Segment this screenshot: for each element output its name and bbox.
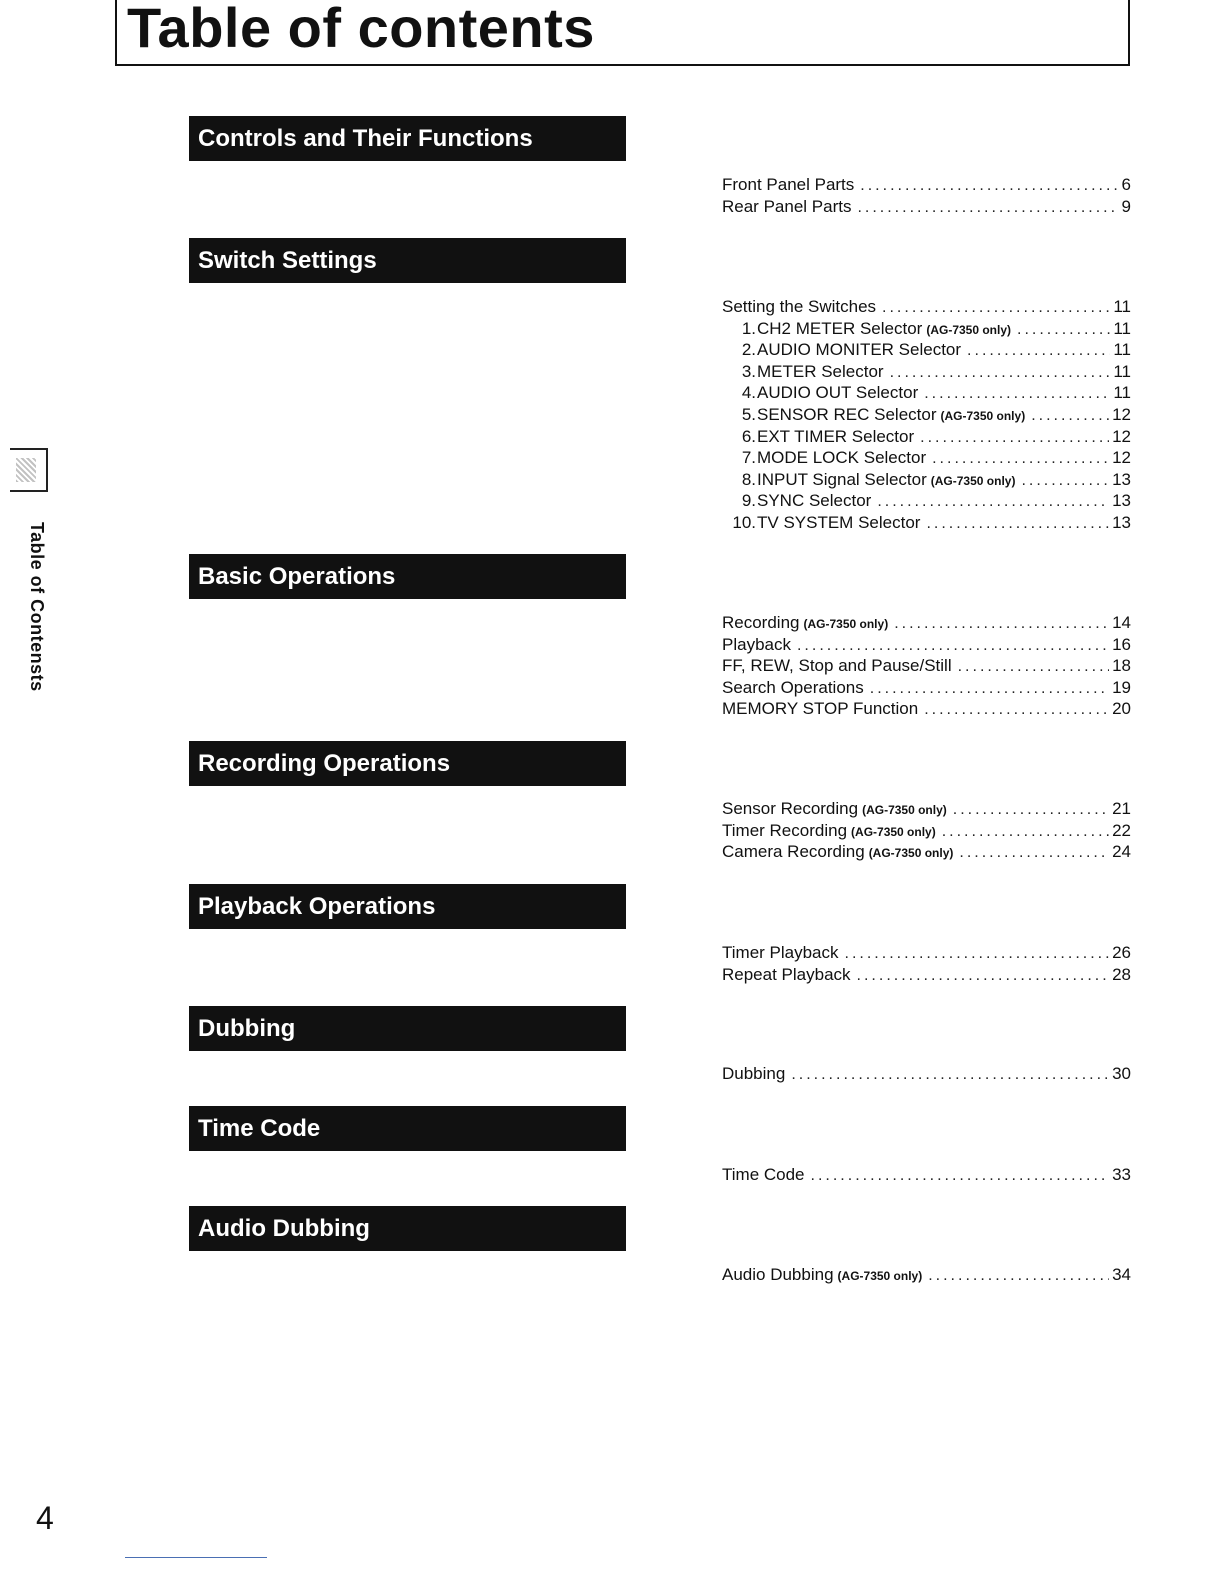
toc-entry[interactable]: [722, 447, 1131, 469]
dot-leader: [894, 613, 1109, 635]
entry-page-number: 34: [1112, 1265, 1131, 1284]
entry-title: INPUT Signal Selector: [757, 469, 927, 489]
footer-rule: [125, 1557, 267, 1558]
page-title: Table of contents: [127, 0, 595, 59]
dot-leader: [857, 965, 1110, 987]
dot-leader: [791, 1064, 1109, 1086]
toc-entry[interactable]: [722, 339, 1131, 361]
entry-title: FF, REW, Stop and Pause/Still: [722, 656, 952, 676]
toc-entry[interactable]: [722, 634, 1131, 656]
entry-title: Setting the Switches: [722, 297, 877, 316]
toc-entry[interactable]: [722, 655, 1131, 677]
entry-number: 3.: [741, 361, 756, 381]
toc-entry[interactable]: [722, 296, 1131, 318]
dot-leader: [920, 427, 1109, 449]
entry-page-number: 6: [1121, 175, 1131, 194]
entry-model-note: (AG-7350 only): [940, 408, 1026, 423]
entry-title: SENSOR REC Selector: [757, 404, 937, 424]
dot-leader: [877, 491, 1109, 513]
dot-leader: [959, 842, 1109, 864]
entry-title: Repeat Playback: [722, 964, 851, 984]
toc-entry[interactable]: [722, 426, 1131, 448]
entry-page-number: 16: [1112, 634, 1131, 654]
dot-leader: [924, 383, 1110, 405]
entry-page-number: 20: [1112, 699, 1131, 719]
entry-page-number: 11: [1113, 340, 1131, 360]
toc-entry[interactable]: [722, 841, 1131, 863]
entry-title: MEMORY STOP Function: [722, 699, 919, 719]
entry-title: EXT TIMER Selector: [757, 426, 915, 446]
dot-leader: [928, 1265, 1109, 1287]
section-entry-list: [722, 296, 1131, 534]
entry-model-note: (AG-7350 only): [930, 473, 1016, 488]
section-heading: Time Code: [189, 1106, 626, 1151]
entry-title: Dubbing: [722, 1064, 786, 1083]
toc-entry[interactable]: [722, 964, 1131, 986]
toc-entry[interactable]: [722, 1264, 1131, 1286]
entry-title: MODE LOCK Selector: [757, 448, 927, 468]
entry-page-number: 30: [1112, 1064, 1131, 1083]
side-tab-pattern: [16, 458, 36, 482]
entry-page-number: 21: [1112, 799, 1131, 818]
toc-entry[interactable]: [722, 942, 1131, 964]
entry-title: METER Selector: [757, 361, 884, 381]
dot-leader: [882, 297, 1110, 319]
page-number: 4: [36, 1500, 54, 1536]
section-entry-list: [722, 612, 1131, 720]
section-entry-list: [722, 1164, 1131, 1186]
entry-page-number: 13: [1112, 491, 1131, 511]
toc-entry[interactable]: [722, 196, 1131, 218]
entry-title: AUDIO MONITER Selector: [757, 340, 962, 360]
entry-title: Timer Playback: [722, 943, 839, 962]
entry-page-number: 22: [1112, 820, 1131, 840]
entry-page-number: 12: [1112, 448, 1131, 468]
entry-title: Camera Recording: [722, 842, 865, 862]
dot-leader: [958, 656, 1109, 678]
entry-title: Rear Panel Parts: [722, 196, 852, 216]
entry-page-number: 14: [1112, 613, 1131, 632]
entry-model-note: (AG-7350 only): [803, 617, 889, 631]
entry-page-number: 9: [1121, 196, 1131, 216]
dot-leader: [932, 448, 1109, 470]
toc-entry[interactable]: [722, 1164, 1131, 1186]
entry-page-number: 11: [1113, 361, 1131, 381]
toc-entry[interactable]: [722, 698, 1131, 720]
entry-number: 8.: [741, 469, 756, 489]
toc-entry[interactable]: [722, 174, 1131, 196]
dot-leader: [870, 678, 1109, 700]
entry-page-number: 11: [1113, 318, 1131, 338]
dot-leader: [860, 175, 1118, 197]
toc-entry[interactable]: [722, 798, 1131, 820]
entry-model-note: (AG-7350 only): [837, 1269, 923, 1283]
entry-title: SYNC Selector: [757, 491, 872, 511]
entry-title: Front Panel Parts: [722, 175, 855, 194]
entry-title: Recording: [722, 613, 800, 632]
section-heading: Switch Settings: [189, 238, 626, 283]
entry-model-note: (AG-7350 only): [868, 846, 954, 861]
entry-title: TV SYSTEM Selector: [757, 512, 921, 532]
side-section-label: Table of Contensts: [27, 522, 47, 692]
section-entry-list: [722, 1264, 1131, 1286]
section-heading: Recording Operations: [189, 741, 626, 786]
entry-model-note: (AG-7350 only): [862, 803, 947, 817]
dot-leader: [857, 197, 1118, 219]
entry-title: Search Operations: [722, 677, 864, 697]
entry-number: 4.: [741, 383, 756, 403]
toc-entry[interactable]: [722, 469, 1131, 491]
entry-number: 6.: [741, 426, 756, 446]
dot-leader: [926, 513, 1109, 535]
entry-page-number: 13: [1112, 469, 1131, 489]
entry-page-number: 24: [1112, 842, 1131, 862]
page-title-box: [115, 0, 1130, 66]
entry-title: Playback: [722, 634, 791, 654]
toc-entry[interactable]: [722, 382, 1131, 404]
entry-number: 5.: [741, 404, 756, 424]
entry-page-number: 12: [1112, 426, 1131, 446]
entry-title: Time Code: [722, 1165, 805, 1184]
entry-page-number: 12: [1112, 404, 1131, 424]
dot-leader: [953, 799, 1109, 821]
dot-leader: [967, 340, 1110, 362]
section-entry-list: [722, 1063, 1131, 1085]
entry-title: CH2 METER Selector: [757, 318, 923, 338]
entry-number: 9.: [741, 491, 756, 511]
entry-page-number: 19: [1112, 677, 1131, 697]
section-entry-list: [722, 798, 1131, 863]
dot-leader: [1031, 405, 1109, 427]
section-heading: Audio Dubbing: [189, 1206, 626, 1251]
dot-leader: [1021, 470, 1109, 492]
section-heading: Playback Operations: [189, 884, 626, 929]
toc-entry[interactable]: [722, 404, 1131, 426]
entry-page-number: 18: [1112, 656, 1131, 676]
toc-entry[interactable]: [722, 490, 1131, 512]
dot-leader: [811, 1165, 1110, 1187]
entry-number: 7.: [741, 448, 756, 468]
toc-entry[interactable]: [722, 820, 1131, 842]
entry-model-note: (AG-7350 only): [926, 322, 1012, 337]
entry-number: 2.: [741, 340, 756, 360]
entry-model-note: (AG-7350 only): [851, 824, 936, 839]
dot-leader: [1017, 319, 1110, 341]
toc-entry[interactable]: [722, 318, 1131, 340]
entry-title: Sensor Recording: [722, 799, 859, 818]
toc-entry[interactable]: [722, 1063, 1131, 1085]
section-entry-list: [722, 942, 1131, 985]
dot-leader: [797, 635, 1109, 657]
section-heading: Basic Operations: [189, 554, 626, 599]
dot-leader: [924, 699, 1109, 721]
entry-title: Audio Dubbing: [722, 1265, 834, 1284]
entry-title: AUDIO OUT Selector: [757, 383, 919, 403]
entry-page-number: 33: [1112, 1165, 1131, 1184]
entry-number: 1.: [741, 318, 756, 338]
section-heading: Controls and Their Functions: [189, 116, 626, 161]
toc-entry[interactable]: [722, 612, 1131, 634]
section-heading: Dubbing: [189, 1006, 626, 1051]
entry-page-number: 11: [1113, 297, 1131, 316]
toc-entry[interactable]: [722, 361, 1131, 383]
entry-page-number: 26: [1112, 943, 1131, 962]
dot-leader: [845, 943, 1110, 965]
toc-entry[interactable]: [722, 677, 1131, 699]
dot-leader: [890, 362, 1111, 384]
section-entry-list: [722, 174, 1131, 217]
toc-entry[interactable]: [722, 512, 1131, 534]
side-tab-marker: [10, 448, 48, 492]
entry-page-number: 28: [1112, 964, 1131, 984]
entry-number: 10.: [732, 512, 756, 532]
entry-title: Timer Recording: [722, 820, 848, 840]
entry-page-number: 11: [1113, 383, 1131, 403]
entry-page-number: 13: [1112, 512, 1131, 532]
dot-leader: [942, 821, 1109, 843]
